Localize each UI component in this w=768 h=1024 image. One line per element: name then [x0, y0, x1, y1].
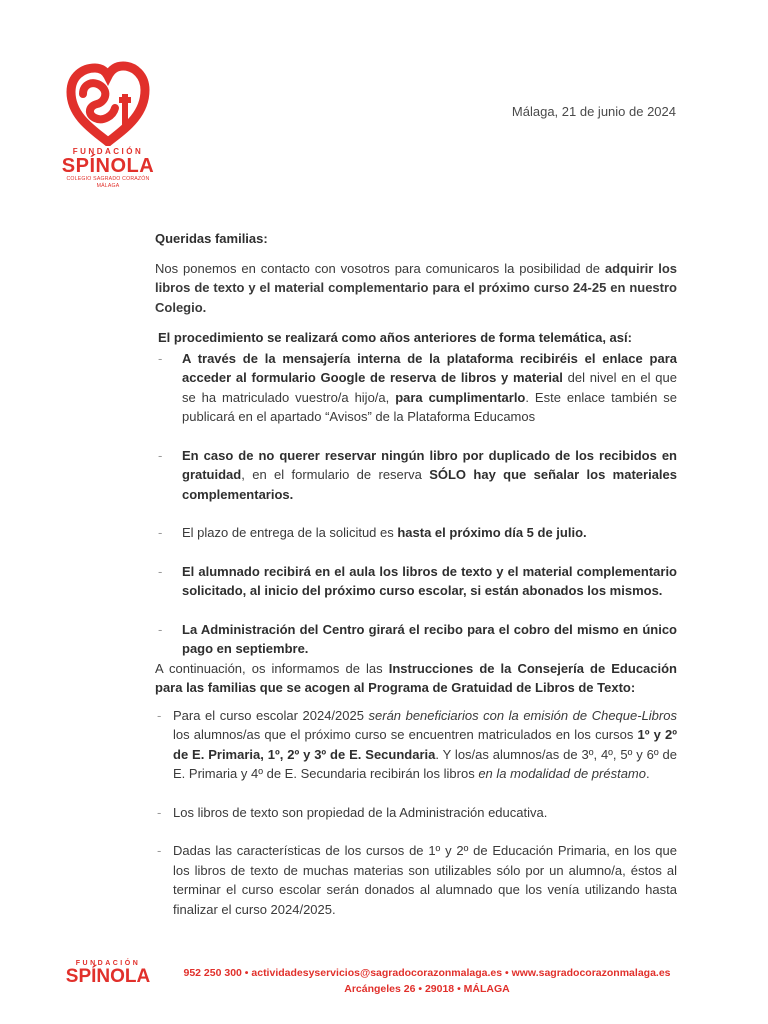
item-bold: hasta el próximo día 5 de julio. — [397, 525, 587, 540]
list-item — [155, 706, 677, 784]
item-text: . Y los/as alumnos/as de 3º, 4º, 5º y 6º de E. Primaria y 4º de E. Secundaria recibirán los libros — [173, 746, 677, 781]
procedure-heading: El procedimiento se realizará como años anteriores de forma telemática, así: — [158, 330, 632, 345]
item-bold: 1º y 2º de E. Primaria, 1º, 2º y 3º de E. Secundaria — [173, 727, 677, 762]
procedure-list — [155, 349, 677, 659]
info-bold: Instrucciones de la Consejería de Educación para las familias que se acogen al Programa de Gratuidad de Libros de Texto: — [155, 660, 677, 695]
instructions-list — [155, 706, 677, 920]
footer-logo-spinola: SPÍNOLA — [65, 966, 151, 987]
list-item — [155, 562, 677, 601]
item-text: Los libros de texto son propiedad de la Administración educativa. — [173, 804, 548, 820]
item-text: . Este enlace también se publicará en el apartado “Avisos” de la Plataforma Educamos — [182, 389, 677, 424]
list-item — [155, 803, 677, 823]
item-bold: A través de la mensajería interna de la plataforma recibiréis el enlace para acceder al formulario Google de reserva de libros y material — [182, 350, 677, 385]
item-text: Para el curso escolar 2024/2025 — [173, 707, 369, 723]
footer-contact — [172, 965, 682, 997]
footer-logo-fundacion: FUNDACIÓN — [75, 960, 141, 967]
item-bold: En caso de no querer reservar ningún libro por duplicado de los recibidos en gratuidad — [182, 447, 677, 482]
item-bold: SÓLO hay que señalar los materiales complementarios. — [182, 467, 677, 502]
logo-city: MÁLAGA — [96, 183, 120, 189]
item-italic: en la modalidad de préstamo — [478, 766, 646, 781]
greeting: Queridas familias: — [155, 231, 268, 246]
list-item — [155, 523, 677, 543]
heart-logo-icon — [65, 60, 151, 146]
logo-spinola-text: SPÍNOLA — [61, 155, 155, 177]
intro-bold: adquirir los libros de texto y el material complementario para el próximo curso 24-25 en nuestro Colegio. — [155, 260, 677, 315]
info-paragraph — [155, 659, 677, 698]
intro-text: Nos ponemos en contacto con vosotros para comunicaros la posibilidad de — [155, 260, 605, 276]
info-text: A continuación, os informamos de las — [155, 660, 389, 676]
item-bold: El alumnado recibirá en el aula los libros de texto y el material complementario solicitado, al inicio del próximo curso escolar, si están abonados los mismos. — [182, 563, 677, 598]
item-text: del nivel en el que se ha matriculado vuestro/a hijo/a, — [182, 370, 677, 405]
footer-logo — [63, 960, 153, 987]
item-text: , en el formulario de reserva — [241, 467, 430, 482]
list-item — [155, 446, 677, 505]
letter-body — [155, 229, 677, 919]
school-logo — [58, 60, 158, 190]
item-bold: para cumplimentarlo — [395, 389, 526, 405]
item-text: . — [646, 766, 650, 781]
item-text: Dadas las características de los cursos de 1º y 2º de Educación Primaria, en los que los libros de texto de muchas materias son utilizables sólo por un alumno/a, éstos al terminar el curso escolar serán donados al alumnado que los venía utilizando hasta finalizar el curso 2024/2025. — [173, 843, 677, 917]
intro-paragraph — [155, 259, 677, 318]
item-bold: La Administración del Centro girará el recibo para el cobro del mismo en único pago en septiembre. — [182, 621, 677, 656]
logo-subtitle: COLEGIO SAGRADO CORAZÓN — [66, 176, 150, 182]
footer-contact-line: 952 250 300 • actividadesyservicios@sagradocorazonmalaga.es • www.sagradocorazonmalaga.es — [183, 967, 671, 979]
list-item — [155, 349, 677, 427]
list-item — [155, 620, 677, 659]
list-item — [155, 841, 677, 919]
item-text: los alumnos/as que el próximo curso se encuentren matriculados en los cursos — [173, 727, 638, 742]
logo-fundacion-text: FUNDACIÓN — [72, 147, 144, 156]
footer-address-line: Arcángeles 26 • 29018 • MÁLAGA — [344, 983, 510, 995]
item-italic: serán beneficiarios con la emisión de Cheque-Libros — [368, 707, 677, 723]
letter-date: Málaga, 21 de junio de 2024 — [511, 104, 676, 119]
item-text: El plazo de entrega de la solicitud es — [182, 525, 398, 540]
